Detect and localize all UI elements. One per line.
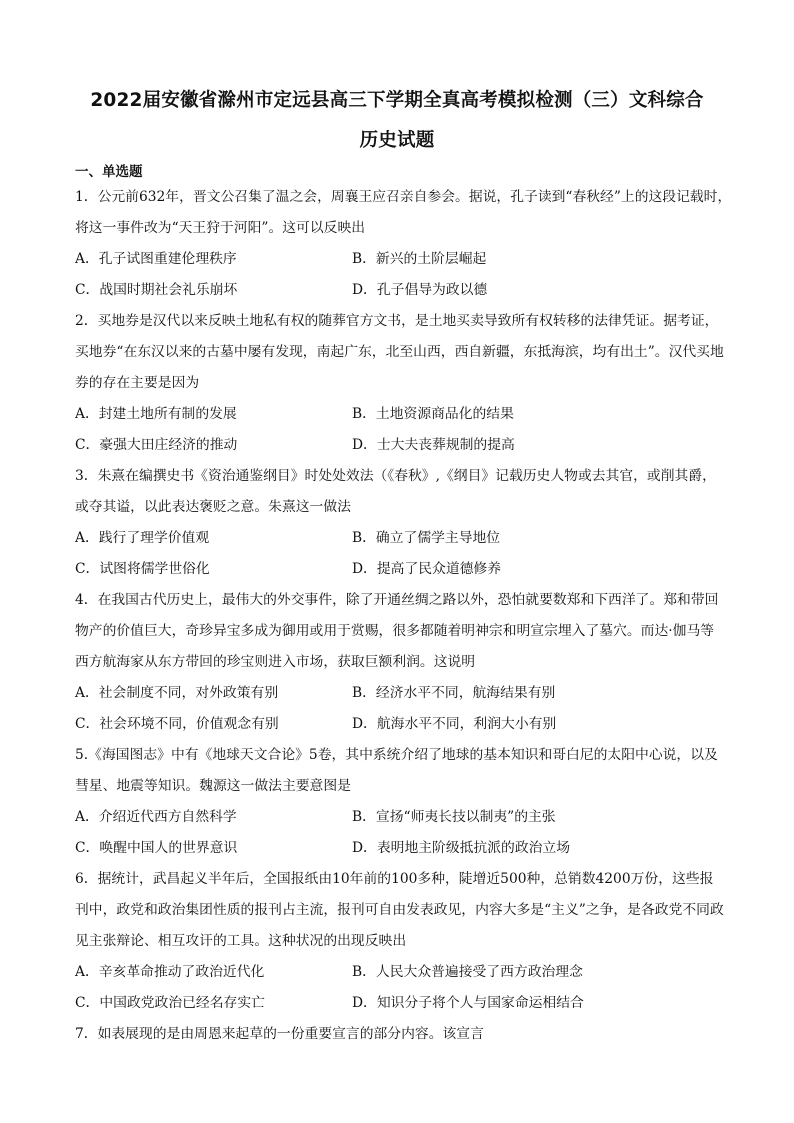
question-4-line-2: 物产的价值巨大，奇珍异宝多成为御用或用于赏赐，很多都随着明神宗和明宣宗埋入了墓穴。而达·伽马等 (75, 623, 715, 639)
question-5-option-b: B．宣扬“师夷长技以制夷”的主张 (352, 809, 556, 825)
question-3-option-a: A．践行了理学价值观 (75, 530, 210, 546)
question-4-line-1: 4．在我国古代历史上，最伟大的外交事件，除了开通丝绸之路以外，恐怕就要数郑和下西洋了。郑和带回 (75, 592, 719, 608)
question-6-line-2: 刊中，政党和政治集团性质的报刊占主流，报刊可自由发表政见，内容大多是“主义”之争，是各政党不同政 (75, 902, 724, 918)
question-6-option-c: C．中国政党政治已经名存实亡 (75, 995, 265, 1011)
question-2-line-1: 2．买地券是汉代以来反映土地私有权的随葬官方文书，是土地买卖导致所有权转移的法律凭证。据考证， (75, 313, 719, 329)
question-6-option-a: A．辛亥革命推动了政治近代化 (75, 964, 265, 980)
question-2-option-d: D．士大夫丧葬规制的提高 (352, 437, 515, 453)
question-1-option-d: D．孔子倡导为政以德 (352, 282, 488, 298)
question-1-option-a: A．孔子试图重建伦理秩序 (75, 251, 237, 267)
question-5-option-d: D．表明地主阶级抵抗派的政治立场 (352, 840, 571, 856)
question-6-option-b: B．人民大众普遍接受了西方政治理念 (352, 964, 583, 980)
question-4-option-a: A．社会制度不同，对外政策有别 (75, 685, 279, 701)
question-1-line-2: 将这一事件改为“天王狩于河阳”。这可以反映出 (75, 220, 366, 236)
question-4-option-d: D．航海水平不同，利润大小有别 (352, 716, 557, 732)
question-5-option-a: A．介绍近代西方自然科学 (75, 809, 237, 825)
question-2-option-b: B．土地资源商品化的结果 (352, 406, 514, 422)
question-6-line-1: 6．据统计，武昌起义半年后，全国报纸由10年前的100多种，陡增近500种，总销数4200万份，这些报 (75, 871, 714, 887)
question-5-line-2: 彗星、地震等知识。魏源这一做法主要意图是 (75, 778, 351, 794)
question-4-line-3: 西方航海家从东方带回的珍宝则进入市场，获取巨额利润。这说明 (75, 654, 476, 670)
question-2-line-3: 券的存在主要是因为 (75, 375, 200, 391)
question-5-line-1: 5.《海国图志》中有《地球天文合论》5卷，其中系统介绍了地球的基本知识和哥白尼的太阳中心说，以及 (75, 747, 718, 763)
question-3-line-2: 或夺其谥，以此表达褒贬之意。朱熹这一做法 (75, 499, 351, 515)
exam-subtitle: 历史试题 (359, 130, 435, 151)
section-heading: 一、单选题 (75, 164, 143, 180)
question-4-option-b: B．经济水平不同，航海结果有别 (352, 685, 556, 701)
question-5-option-c: C．唤醒中国人的世界意识 (75, 840, 238, 856)
question-7-line-1: 7．如表展现的是由周恩来起草的一份重要宣言的部分内容。该宣言 (75, 1026, 484, 1042)
question-4-option-c: C．社会环境不同，价值观念有别 (75, 716, 279, 732)
question-1-option-b: B．新兴的土阶层崛起 (352, 251, 487, 267)
question-3-option-c: C．试图将儒学世俗化 (75, 561, 210, 577)
question-2-line-2: 买地券“在东汉以来的古墓中屡有发现，南起广东，北至山西，西自新疆，东抵海滨，均有出土”。汉代买地 (75, 344, 724, 360)
question-3-option-d: D．提高了民众道德修养 (352, 561, 502, 577)
exam-title: 2022届安徽省滁州市定远县高三下学期全真高考模拟检测（三）文科综合 (90, 90, 704, 111)
question-1-option-c: C．战国时期社会礼乐崩坏 (75, 282, 238, 298)
question-2-option-c: C．豪强大田庄经济的推动 (75, 437, 238, 453)
question-3-option-b: B．确立了儒学主导地位 (352, 530, 501, 546)
question-1-line-1: 1．公元前632年，晋文公召集了温之会，周襄王应召亲自参会。据说，孔子读到“春秋经”上的这段记载时， (75, 189, 732, 205)
question-6-option-d: D．知识分子将个人与国家命运相结合 (352, 995, 584, 1011)
question-3-line-1: 3．朱熹在编撰史书《资治通鉴纲目》时处处效法（《春秋》,《纲目》记载历史人物或去其官，或削其爵， (75, 468, 716, 484)
question-6-line-3: 见主张辩论、相互攻讦的工具。这种状况的出现反映出 (75, 933, 407, 949)
question-2-option-a: A．封建土地所有制的发展 (75, 406, 237, 422)
